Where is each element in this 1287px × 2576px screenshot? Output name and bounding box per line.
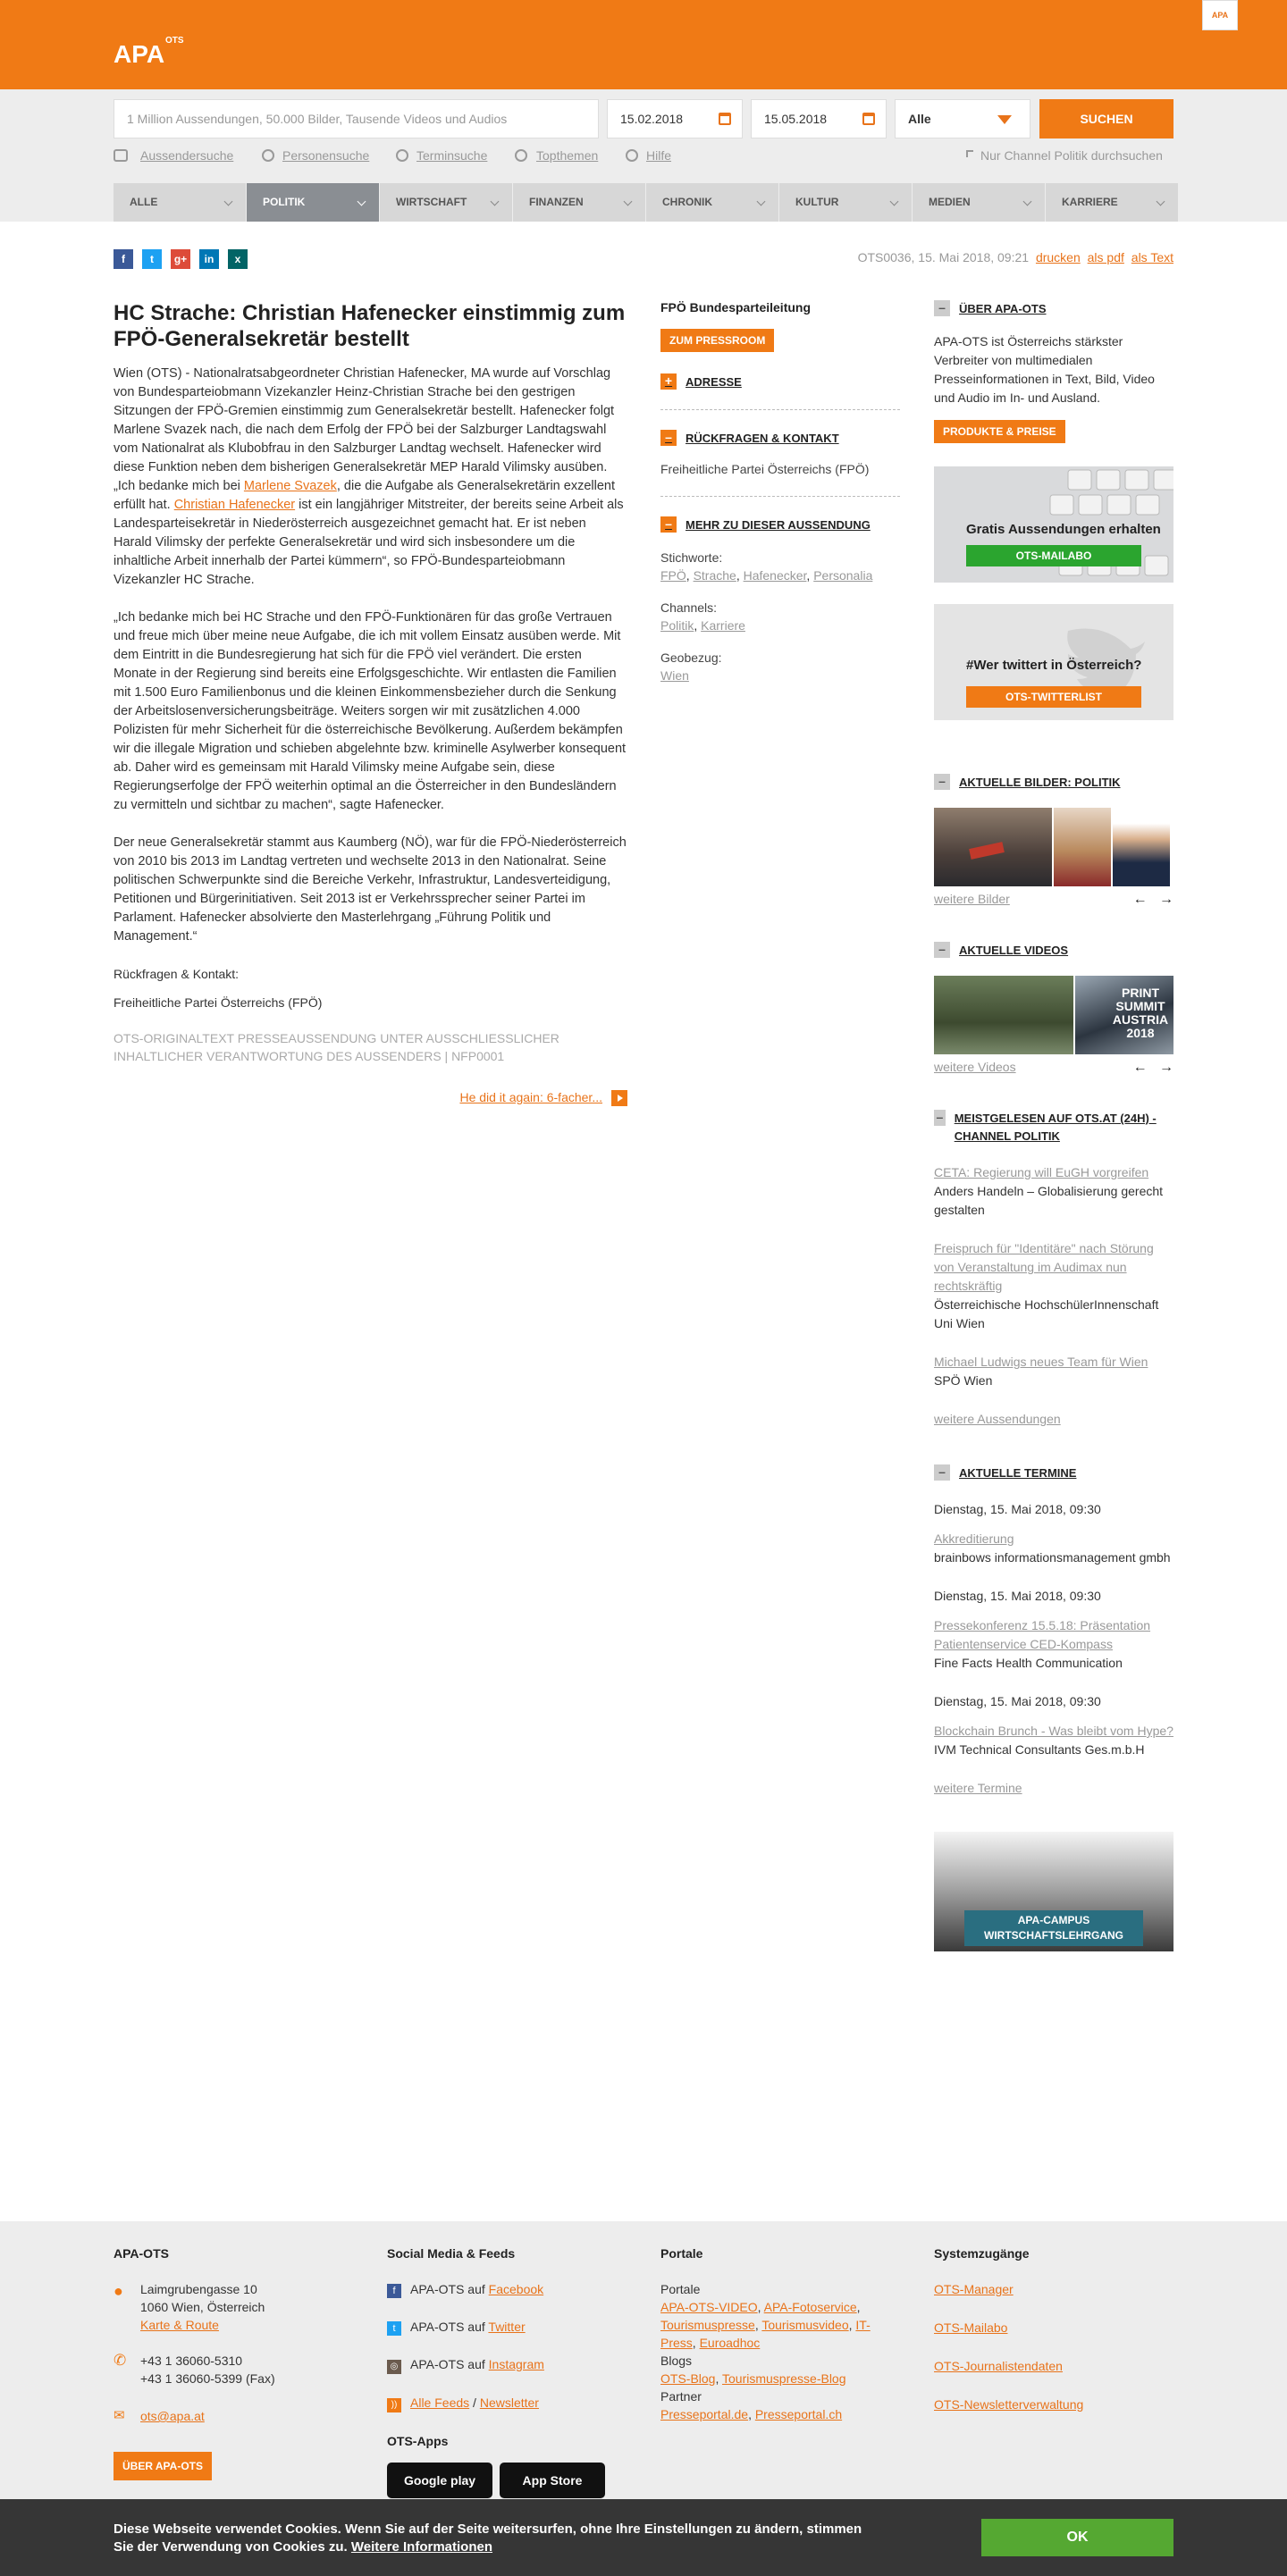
apa-ots-logo[interactable] — [114, 30, 185, 66]
article-title: HC Strache: Christian Hafenecker einstimmig zum FPÖ-Generalsekretär bestellt — [114, 301, 626, 351]
pictures-head[interactable]: – AKTUELLE BILDER: POLITIK — [934, 774, 1173, 792]
arrow-right-icon[interactable]: → — [1159, 1060, 1173, 1075]
system-link[interactable]: OTS-Journalistendaten — [934, 2359, 1063, 2373]
blog-link[interactable]: OTS-Blog — [660, 2371, 716, 2386]
mostread-link[interactable]: CETA: Regierung will EuGH vorgreifen — [934, 1165, 1149, 1179]
more-sendings-link[interactable]: weitere Aussendungen — [934, 1412, 1061, 1426]
arrow-right-icon[interactable] — [611, 1090, 627, 1106]
video-strip — [934, 976, 1173, 1054]
top-header — [0, 0, 1287, 89]
list-item — [934, 1500, 1173, 1567]
chevron-down-icon — [491, 197, 500, 206]
campus-caption: APA-CAMPUS WIRTSCHAFTSLEHRGANG — [964, 1910, 1143, 1946]
chevron-down-icon — [224, 197, 233, 206]
chevron-down-icon — [757, 197, 766, 206]
nav-item-karriere[interactable]: KARRIERE — [1046, 183, 1178, 222]
event-date: Dienstag, 15. Mai 2018, 09:30 — [934, 1589, 1101, 1603]
chevron-down-icon — [624, 197, 633, 206]
event-date: Dienstag, 15. Mai 2018, 09:30 — [934, 1502, 1101, 1516]
minus-icon: – — [934, 942, 950, 958]
partner-link[interactable]: Presseportal.ch — [754, 2407, 843, 2421]
system-link[interactable]: OTS-Mailabo — [934, 2320, 1008, 2335]
about-text: APA-OTS ist Österreichs stärkster Verbreiter von multimedialen Presseinformationen in Text, Bild, Video und Audio im In- und Ausland. — [934, 334, 1155, 405]
keyword-link[interactable]: FPÖ — [660, 568, 686, 583]
footer-heading: Portale — [660, 2246, 703, 2261]
footer-col-portale: Portale Portale APA-OTS-VIDEO, APA-Fotoservice, Tourismuspresse, Tourismusvideo, IT-Press, Euroadhoc Blogs OTS-Blog, Tourismuspresse-Blog Partner Presseportal.de, Presseportal.ch — [660, 2245, 893, 2423]
facebook-icon: f — [387, 2284, 401, 2298]
contact-label: Rückfragen & Kontakt: — [114, 967, 240, 981]
list-item — [934, 1587, 1173, 1673]
next-article[interactable] — [114, 1090, 627, 1106]
share-bar — [114, 249, 248, 269]
event-org: IVM Technical Consultants Ges.m.b.H — [934, 1742, 1145, 1757]
geo-link[interactable]: Wien — [660, 668, 689, 683]
minus-icon: – — [934, 300, 950, 316]
footer-heading: Systemzugänge — [934, 2246, 1030, 2261]
facebook-link[interactable]: Facebook — [488, 2282, 544, 2296]
disclaimer: OTS-ORIGINALTEXT PRESSEAUSSENDUNG UNTER AUSSCHLIESSLICHER INHALTLICHER VERANTWORTUNG DES AUSSENDERS | NFP0001 — [114, 1031, 559, 1063]
cookie-text: Diese Webseite verwendet Cookies. Wenn Sie auf der Seite weitersurfen, ohne Ihre Einstellungen zu ändern, stimmen Sie der Verwendung von Cookies zu. Weitere Informationen — [114, 2521, 862, 2555]
press-photo[interactable] — [934, 808, 1052, 886]
arrow-left-icon[interactable]: ← — [1132, 1060, 1148, 1075]
twitter-icon: t — [387, 2321, 401, 2336]
date-from-value: 15.02.2018 — [620, 112, 684, 126]
portal-link[interactable]: Euroadhoc — [699, 2336, 761, 2350]
events-head[interactable]: – AKTUELLE TERMINE — [934, 1464, 1173, 1482]
list-item — [934, 1163, 1173, 1220]
portal-link[interactable]: Tourismusvideo — [761, 2318, 849, 2332]
list-item — [934, 1239, 1173, 1333]
pdf-link[interactable]: als pdf — [1087, 250, 1124, 264]
geo-label: Geobezug: — [660, 650, 722, 665]
date-to-field[interactable] — [751, 99, 887, 138]
sender-icon — [114, 149, 128, 162]
quick-link-personensuche[interactable]: Personensuche — [282, 148, 370, 163]
contact-name: Freiheitliche Partei Österreichs (FPÖ) — [114, 995, 323, 1010]
footer-about-button[interactable]: ÜBER APA-OTS — [114, 2452, 212, 2480]
portal-link[interactable]: APA-Fotoservice — [763, 2300, 857, 2314]
video-thumbnail[interactable] — [934, 976, 1073, 1054]
minus-icon: – — [934, 774, 950, 790]
minus-icon: – — [934, 1464, 950, 1481]
arrow-left-icon[interactable]: ← — [1132, 892, 1148, 907]
chevron-down-icon — [890, 197, 899, 206]
twitterlist-button[interactable]: OTS-TWITTERLIST — [966, 686, 1141, 708]
mailabo-button[interactable]: OTS-MAILABO — [966, 545, 1141, 566]
nav-item-alle[interactable]: ALLE — [114, 183, 246, 222]
mostread-source: SPÖ Wien — [934, 1373, 993, 1388]
clock-icon — [396, 149, 408, 162]
footer-col-apa — [114, 2245, 346, 2480]
quick-link-hilfe[interactable]: Hilfe — [646, 148, 672, 163]
partner-label: Partner — [660, 2389, 702, 2404]
blog-link[interactable]: Tourismuspresse-Blog — [722, 2371, 846, 2386]
facebook-share-icon[interactable]: f — [114, 249, 133, 269]
cookie-ok-button[interactable]: OK — [981, 2519, 1173, 2556]
keyword-link[interactable]: Hafenecker — [743, 568, 807, 583]
event-link[interactable]: Pressekonferenz 15.5.18: Präsentation Patientenservice CED-Kompass — [934, 1618, 1151, 1651]
linkedin-share-icon[interactable]: in — [199, 249, 219, 269]
article-paragraph: Der neue Generalsekretär stammt aus Kaumberg (NÖ), war für die FPÖ-Niederösterreich von 2010 bis 2013 im Landtag vertreten und wechselte 2013 in den Nationalrat. Seine politischen Schwerpunkte sind die Bereiche Verkehr, Infrastruktur, Landesverteidigung, Petitionen und Bürgerinitiativen. Seit 2013 ist er Verkehrssprecher seiner Partei im Parlament. Hafenecker absolvierte den Masterlehrgang „Führung Politik und Management.“ — [114, 835, 627, 944]
sidebar — [934, 300, 1173, 1951]
fax-number: +43 1 36060-5399 (Fax) — [140, 2371, 275, 2386]
event-org: brainbows informationsmanagement gmbh — [934, 1550, 1171, 1565]
twitter-share-icon[interactable]: t — [142, 249, 162, 269]
event-link[interactable]: Akkreditierung — [934, 1531, 1014, 1546]
portal-link[interactable]: IT-Press — [660, 2318, 871, 2350]
compass-icon — [515, 149, 527, 162]
channel-link[interactable]: Politik — [660, 618, 694, 633]
videos-head[interactable]: – AKTUELLE VIDEOS — [934, 942, 1173, 960]
more-toggle[interactable]: – MEHR ZU DIESER AUSSENDUNG — [660, 516, 900, 533]
channel-nav — [114, 183, 1179, 222]
pressroom-button[interactable]: ZUM PRESSROOM — [660, 329, 774, 352]
address-toggle[interactable]: + ADRESSE — [660, 373, 900, 390]
keywords: FPÖ, Strache, Hafenecker, Personalia — [660, 568, 873, 583]
footer-heading: APA-OTS — [114, 2246, 169, 2261]
channel-only-label[interactable]: Nur Channel Politik durchsuchen — [980, 148, 1163, 163]
map-link[interactable]: Karte & Route — [140, 2318, 219, 2332]
nav-item-kultur[interactable]: KULTUR — [779, 183, 912, 222]
press-photo[interactable] — [1054, 808, 1111, 886]
twitter-caption: #Wer twittert in Österreich? — [966, 658, 1142, 673]
more-events-link[interactable]: weitere Termine — [934, 1781, 1022, 1795]
googleplus-share-icon[interactable]: g+ — [171, 249, 190, 269]
picture-strip — [934, 808, 1173, 886]
print-link[interactable]: drucken — [1035, 250, 1081, 264]
more-videos-link[interactable]: weitere Videos — [934, 1060, 1016, 1074]
phone-icon: ✆ — [114, 2352, 127, 2369]
article — [114, 300, 627, 1106]
contact-text: Freiheitliche Partei Österreichs (FPÖ) — [660, 462, 870, 476]
nav-item-medien[interactable]: MEDIEN — [913, 183, 1045, 222]
quick-link-terminsuche[interactable]: Terminsuche — [416, 148, 488, 163]
article-paragraph: „Ich bedanke mich bei HC Strache und den FPÖ-Funktionären für das große Vertrauen und freue mich über meine neue Aufgabe, die ich mit vollem Einsatz ausüben werde. Mit dem Eintritt in die Bundesregierung hat sich für die FPÖ viel verändert. Die ersten Monate in der Regierung sind bereits eine Erfolgsgeschichte. Wir entlasten die Familien mit 1.500 Euro Familienbonus und die kleinen Einkommensbezieher durch die Senkung der Arbeitslosenversicherungsbeiträge. Weiters sorgen wir mit zusätzlichen 4.000 Polizisten für mehr Sicherheit für die österreichische Bevölkerung. Außerdem bekämpfen wir die illegale Migration und schieben abgelehnte bzw. kriminelle Asylwerber konsequent ab. Daher wird es gemeinsam mit Harald Vilimsky meine Aufgabe sein, diese Regierungserfolge der FPÖ weiterhin optimal an die Österreicher in den Bundesländern zu vermitteln und sichtbar zu machen“, sagte Hafenecker. — [114, 610, 627, 812]
system-link[interactable]: OTS-Newsletterverwaltung — [934, 2397, 1084, 2412]
date-from-field[interactable] — [607, 99, 743, 138]
feeds-link[interactable]: Alle Feeds — [410, 2396, 470, 2410]
filter-select[interactable] — [895, 99, 1030, 138]
instagram-icon: ◎ — [387, 2360, 401, 2374]
nav-item-chronik[interactable]: CHRONIK — [646, 183, 778, 222]
app-store-badge[interactable]: App Store — [500, 2463, 605, 2498]
address-line: 1060 Wien, Österreich — [140, 2300, 265, 2314]
plus-icon: + — [660, 373, 677, 390]
mailabo-promo[interactable] — [934, 466, 1173, 583]
checkbox-icon[interactable] — [966, 150, 973, 157]
press-photo[interactable] — [1113, 808, 1170, 886]
event-link[interactable]: Blockchain Brunch - Was bleibt vom Hype? — [934, 1724, 1173, 1738]
divider — [660, 409, 900, 410]
event-date: Dienstag, 15. Mai 2018, 09:30 — [934, 1694, 1101, 1708]
quick-link-topthemen[interactable]: Topthemen — [536, 148, 599, 163]
apa-corner-logo[interactable]: APA — [1202, 0, 1238, 30]
mail-icon: ✉ — [114, 2408, 125, 2423]
video-overlay-text: PRINT SUMMIT AUSTRIA 2018 — [1112, 986, 1169, 1040]
instagram-link[interactable]: Instagram — [488, 2357, 544, 2371]
svg-text:APA: APA — [114, 40, 165, 66]
blogs-label: Blogs — [660, 2354, 693, 2368]
caret-down-icon — [997, 115, 1012, 124]
keywords-label: Stichworte: — [660, 550, 723, 565]
address-line: Laimgrubengasse 10 — [140, 2282, 257, 2296]
contact-toggle[interactable]: – RÜCKFRAGEN & KONTAKT — [660, 430, 900, 446]
mostread-link[interactable]: Freispruch für "Identitäre" nach Störung von Veranstaltung im Audimax nun rechtskräftig — [934, 1241, 1154, 1293]
sender-name: FPÖ Bundesparteileitung — [660, 300, 812, 315]
system-link[interactable]: OTS-Manager — [934, 2282, 1014, 2296]
minus-icon: – — [934, 1110, 946, 1126]
keyword-link[interactable]: Strache — [693, 568, 736, 583]
cookie-banner — [0, 2499, 1287, 2576]
filter-value: Alle — [908, 112, 931, 126]
list-item — [934, 1353, 1173, 1390]
mostread-source: Anders Handeln – Globalisierung gerecht gestalten — [934, 1184, 1164, 1217]
keyword-link[interactable]: Personalia — [813, 568, 873, 583]
mailabo-caption: Gratis Aussendungen erhalten — [966, 522, 1161, 537]
link-marlene-svazek[interactable]: Marlene Svazek — [243, 479, 337, 493]
chevron-down-icon — [1023, 197, 1032, 206]
products-button[interactable]: PRODUKTE & PREISE — [934, 420, 1065, 443]
nav-item-wirtschaft[interactable]: WIRTSCHAFT — [380, 183, 512, 222]
portal-link[interactable]: Tourismuspresse — [660, 2318, 755, 2332]
twitter-promo[interactable] — [934, 604, 1173, 720]
more-pictures-link[interactable]: weitere Bilder — [934, 892, 1010, 906]
calendar-icon[interactable] — [862, 113, 875, 125]
rss-icon: )) — [387, 2398, 401, 2412]
nav-item-politik[interactable]: POLITIK — [247, 183, 379, 222]
location-pin-icon: ● — [114, 2282, 123, 2300]
svg-text:OTS: OTS — [165, 36, 184, 46]
chevron-down-icon — [1157, 197, 1165, 206]
twitter-link[interactable]: Twitter — [488, 2320, 526, 2334]
list-item — [934, 1692, 1173, 1759]
events-list — [934, 1500, 1173, 1798]
info-icon — [626, 149, 638, 162]
search-button[interactable]: SUCHEN — [1039, 99, 1173, 138]
channels: Politik, Karriere — [660, 618, 745, 633]
apps-heading: OTS-Apps — [387, 2434, 449, 2448]
sender-column — [660, 300, 900, 701]
portale-label: Portale — [660, 2282, 701, 2296]
mostread-link[interactable]: Michael Ludwigs neues Team für Wien — [934, 1355, 1148, 1369]
footer-col-systems — [934, 2245, 1173, 2413]
xing-share-icon[interactable]: x — [228, 249, 248, 269]
quick-link-aussendersuche[interactable]: Aussendersuche — [140, 148, 234, 163]
footer-col-social: Social Media & Feeds f APA-OTS auf Facebook t APA-OTS auf Twitter ◎ APA-OTS auf Instagram )) Alle Feeds / Newsletter OTS-Apps Google play App Store — [387, 2245, 619, 2498]
phone-number: +43 1 36060-5310 — [140, 2354, 243, 2368]
email-link[interactable]: ots@apa.at — [140, 2409, 205, 2423]
arrow-right-icon[interactable]: → — [1159, 892, 1173, 907]
mostread-head[interactable]: – MEISTGELESEN AUF OTS.AT (24H) - CHANNEL POLITIK — [934, 1110, 1173, 1145]
mostread-list — [934, 1163, 1173, 1429]
campus-promo[interactable] — [934, 1832, 1173, 1951]
video-thumbnail[interactable] — [1075, 976, 1173, 1054]
article-meta — [858, 250, 1173, 264]
partner-link[interactable]: Presseportal.de — [660, 2407, 749, 2421]
nav-item-finanzen[interactable]: FINANZEN — [513, 183, 645, 222]
newsletter-link[interactable]: Newsletter — [479, 2396, 539, 2410]
calendar-icon[interactable] — [719, 113, 731, 125]
date-to-value: 15.05.2018 — [764, 112, 828, 126]
footer-heading: Social Media & Feeds — [387, 2246, 516, 2261]
divider — [660, 496, 900, 497]
article-id-date: OTS0036, 15. Mai 2018, 09:21 — [857, 250, 1030, 264]
link-christian-hafenecker[interactable]: Christian Hafenecker — [173, 498, 296, 512]
channels-label: Channels: — [660, 600, 718, 615]
text-link[interactable]: als Text — [1131, 250, 1173, 264]
search-input[interactable]: 1 Million Aussendungen, 50.000 Bilder, Tausende Videos und Audios — [114, 99, 599, 138]
next-article-link[interactable]: He did it again: 6-facher... — [459, 1090, 602, 1104]
minus-icon: – — [660, 430, 677, 446]
channel-link[interactable]: Karriere — [701, 618, 745, 633]
person-icon — [262, 149, 274, 162]
minus-icon: – — [660, 516, 677, 533]
article-paragraph: Wien (OTS) - Nationalratsabgeordneter Christian Hafenecker, MA wurde auf Vorschlag von Bundesparteiobmann Vizekanzler Heinz-Christian Strache bei den gestrigen Sitzungen der FPÖ-Gremien einstimmig zum Generalsekretär bestellt. Hafenecker folgt Marlene Svazek nach, die nach dem Erfolg der FPÖ bei der Salzburger Landtagswahl vom Nationalrat als Klubobfrau in den Salzburger Landtag wechselt. Hafenecker wird diese Funktion neben dem bisherigen Generalsekretär MEP Harald Vilimsky ausüben. „Ich bedanke mich bei Marlene Svazek, die die Aufgabe als Generalsekretärin exzellent erfüllt hat. Christian Hafenecker ist ein langjähriger Mitstreiter, der bereits seine Arbeit als Landesparteisekretär in Niederösterreich ausgezeichnet gemacht hat. Er ist neben Harald Vilimsky der perfekte Generalsekretär und wird sich insbesondere um die inhaltliche Arbeit innerhalb der Partei kümmern“, so FPÖ-Bundesparteiobmann Vizekanzler HC Strache. — [114, 366, 624, 587]
cookie-info-link[interactable]: Weitere Informationen — [350, 2539, 492, 2555]
geo — [660, 668, 900, 683]
about-head[interactable]: – ÜBER APA-OTS — [934, 300, 1173, 318]
event-org: Fine Facts Health Communication — [934, 1656, 1123, 1670]
google-play-badge[interactable]: Google play — [387, 2463, 492, 2498]
chevron-down-icon — [358, 197, 366, 206]
portal-link[interactable]: APA-OTS-VIDEO — [660, 2300, 758, 2314]
mostread-source: Österreichische HochschülerInnenschaft Uni Wien — [934, 1297, 1159, 1330]
